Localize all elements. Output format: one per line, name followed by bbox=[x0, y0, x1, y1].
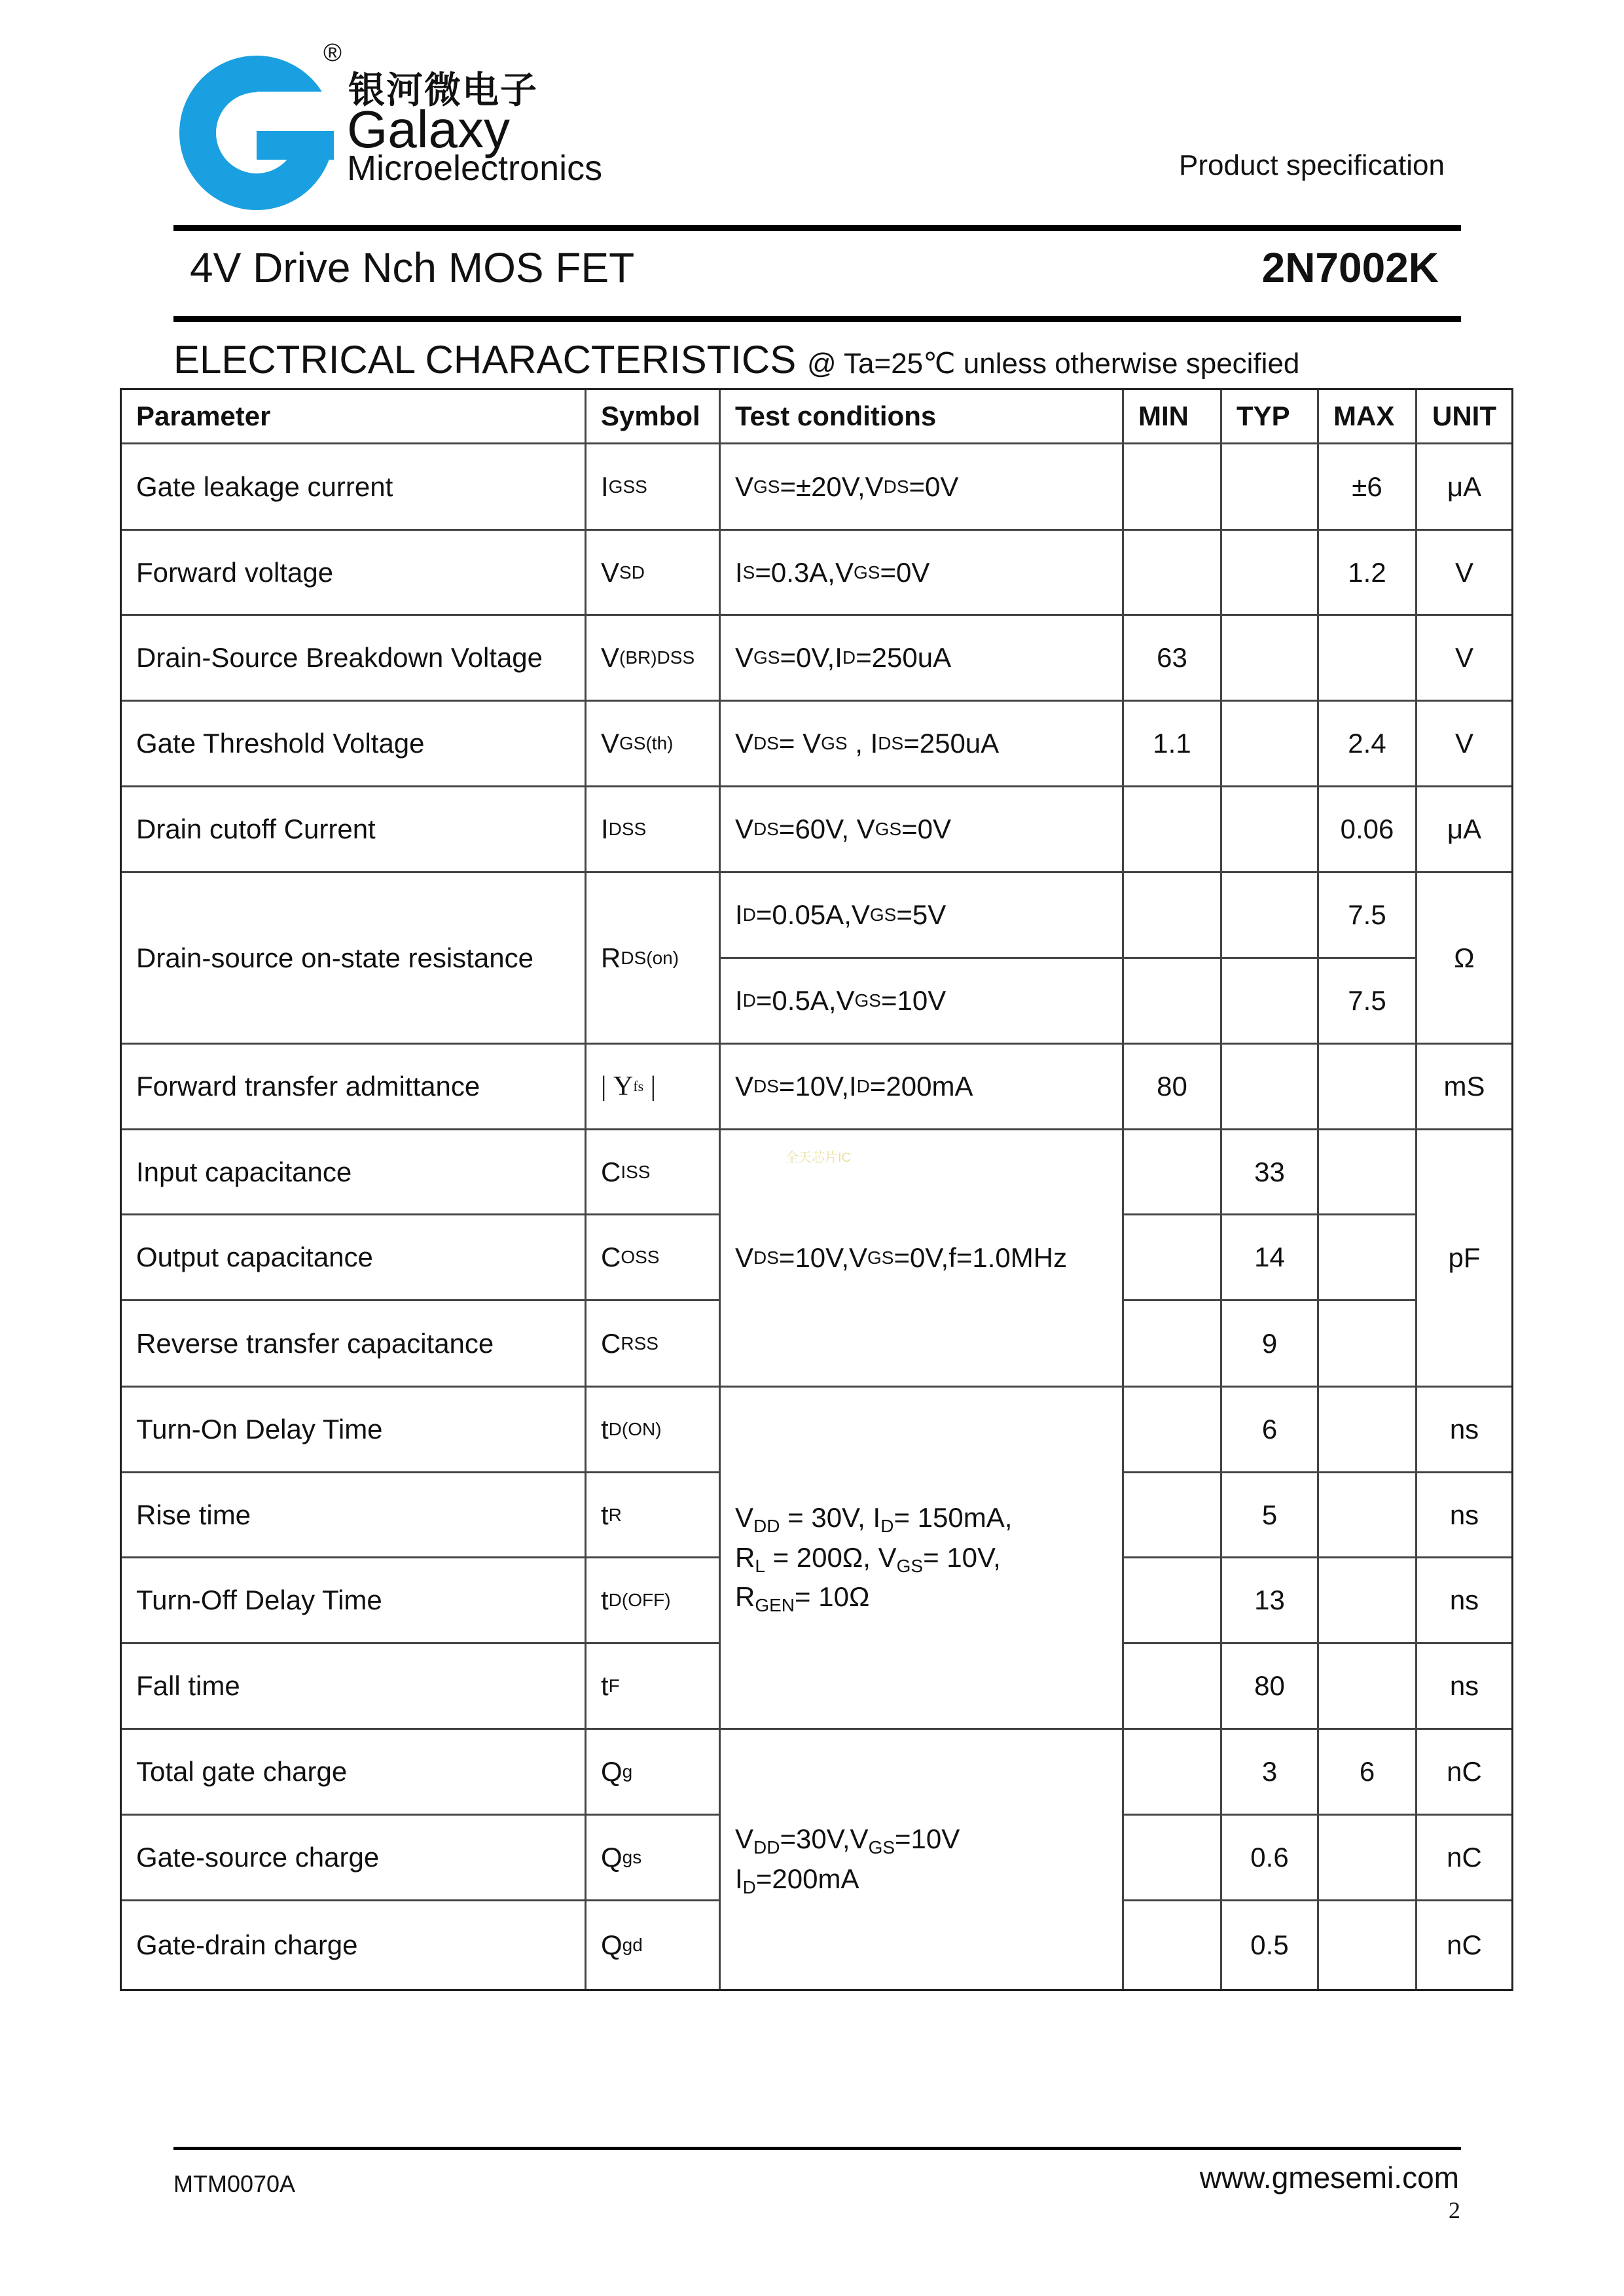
symbol-igss: I GSS bbox=[601, 471, 647, 502]
footer-rule bbox=[173, 2147, 1461, 2150]
param-gate-leakage: Gate leakage current bbox=[136, 471, 393, 502]
cond-threshold: V DS = V GS , I DS =250uA bbox=[735, 728, 1000, 759]
typ-value: 14 bbox=[1254, 1242, 1285, 1272]
param-on-resistance: Drain-source on-state resistance bbox=[136, 942, 533, 973]
unit-value: μA bbox=[1447, 814, 1482, 844]
param-input-capacitance: Input capacitance bbox=[136, 1156, 352, 1187]
watermark: 全天芯片IC bbox=[785, 1151, 851, 1165]
unit-value: V bbox=[1454, 728, 1473, 759]
cond-on-resistance-2: I D =0.5A,V GS =10V bbox=[735, 985, 947, 1016]
symbol-yfs: | Y fs | bbox=[601, 1071, 657, 1102]
symbol-idss: I DSS bbox=[601, 814, 647, 844]
header-bottom-rule bbox=[173, 316, 1461, 322]
symbol-vgsth: V GS(th) bbox=[601, 728, 674, 759]
unit-value: ns bbox=[1449, 1585, 1479, 1615]
cond-forward-voltage: I S =0.3A,V GS =0V bbox=[735, 556, 930, 588]
param-forward-voltage: Forward voltage bbox=[136, 556, 334, 588]
symbol-vsd: V SD bbox=[601, 556, 645, 588]
symbol-tdon: t D(ON) bbox=[601, 1414, 662, 1444]
logo-chinese-name: 银河微电子 bbox=[348, 69, 538, 112]
max-value: 0.06 bbox=[1340, 814, 1394, 844]
header-min: MIN bbox=[1138, 401, 1189, 431]
min-value: 1.1 bbox=[1153, 728, 1191, 759]
max-value: 7.5 bbox=[1348, 899, 1386, 930]
header-symbol: Symbol bbox=[601, 401, 700, 431]
cond-switching-line-1: $V_{DD} = 30V$, $I_D= 150mA$, bbox=[735, 1501, 1013, 1536]
symbol-tf: t F bbox=[601, 1670, 620, 1701]
typ-value: 5 bbox=[1261, 1499, 1278, 1530]
cond-switching-line-2: $R_L = 200\Omega$, $V_{GS}= 10V$, bbox=[735, 1541, 1001, 1576]
electrical-characteristics-table bbox=[120, 388, 1513, 1991]
cond-drain-cutoff: V DS =60V, V GS =0V bbox=[735, 814, 952, 844]
company-logo bbox=[178, 39, 636, 216]
param-turn-on-delay: Turn-On Delay Time bbox=[136, 1414, 383, 1444]
header-top-rule bbox=[173, 225, 1461, 231]
header-test-conditions: Test conditions bbox=[735, 401, 937, 431]
symbol-qg: Q g bbox=[601, 1756, 633, 1787]
header-unit: UNIT bbox=[1432, 401, 1496, 431]
cond-on-resistance-1: I D =0.05A,V GS =5V bbox=[735, 899, 947, 930]
cond-capacitance: V DS =10V,V GS =0V,f=1.0MHz bbox=[735, 1242, 1068, 1273]
unit-value: V bbox=[1454, 556, 1473, 588]
part-number: 2N7002K bbox=[1261, 244, 1439, 291]
typ-value: 3 bbox=[1261, 1756, 1278, 1787]
unit-value: mS bbox=[1443, 1071, 1485, 1102]
min-value: 63 bbox=[1157, 642, 1187, 673]
max-value: 2.4 bbox=[1348, 728, 1386, 759]
cond-gate-charge bbox=[721, 1730, 1122, 1989]
unit-value: V bbox=[1454, 642, 1473, 673]
max-value: 6 bbox=[1359, 1756, 1375, 1787]
param-breakdown-voltage: Drain-Source Breakdown Voltage bbox=[136, 642, 543, 673]
header-parameter: Parameter bbox=[136, 401, 271, 431]
cond-gate-charge-line-1: $V_{DD}=30V,V_{GS}=10V$ bbox=[735, 1823, 960, 1858]
symbol-vbrdss: V (BR)DSS bbox=[601, 642, 695, 673]
typ-value: 13 bbox=[1254, 1585, 1285, 1615]
max-value: ±6 bbox=[1352, 471, 1382, 502]
max-value: 7.5 bbox=[1348, 985, 1386, 1016]
symbol-rdson: R DS(on) bbox=[601, 942, 679, 973]
param-turn-off-delay: Turn-Off Delay Time bbox=[136, 1585, 382, 1615]
symbol-qgs: Q gs bbox=[601, 1842, 642, 1873]
symbol-crss: C RSS bbox=[601, 1327, 659, 1359]
unit-value: ns bbox=[1449, 1499, 1479, 1530]
header-max: MAX bbox=[1333, 401, 1395, 431]
typ-value: 33 bbox=[1254, 1156, 1285, 1187]
param-drain-cutoff: Drain cutoff Current bbox=[136, 814, 376, 844]
min-value: 80 bbox=[1157, 1071, 1187, 1102]
symbol-tdoff: t D(OFF) bbox=[601, 1585, 671, 1615]
symbol-tr: t R bbox=[601, 1499, 622, 1530]
typ-value: 9 bbox=[1261, 1327, 1278, 1359]
param-fall-time: Fall time bbox=[136, 1670, 240, 1701]
galaxy-g-logo-icon bbox=[178, 51, 342, 215]
typ-value: 6 bbox=[1261, 1414, 1278, 1444]
cond-gate-charge-line-2: $I_D=200mA$ bbox=[735, 1863, 859, 1897]
page-number: 2 bbox=[1449, 2197, 1460, 2223]
unit-value: nC bbox=[1447, 1756, 1482, 1787]
section-condition: @ Ta=25℃ unless otherwise specified bbox=[806, 348, 1300, 380]
typ-value: 0.5 bbox=[1250, 1929, 1289, 1960]
section-title bbox=[173, 337, 1299, 382]
unit-value: μA bbox=[1447, 471, 1482, 502]
param-reverse-transfer-capacitance: Reverse transfer capacitance bbox=[136, 1327, 494, 1359]
cond-gate-leakage: V GS =±20V,V DS =0V bbox=[735, 471, 959, 502]
unit-value: Ω bbox=[1454, 942, 1475, 973]
param-transfer-admittance: Forward transfer admittance bbox=[136, 1071, 480, 1102]
document-code: MTM0070A bbox=[173, 2170, 296, 2197]
param-total-gate-charge: Total gate charge bbox=[136, 1756, 348, 1787]
symbol-qgd: Q gd bbox=[601, 1929, 643, 1960]
unit-value: nC bbox=[1447, 1929, 1482, 1960]
param-output-capacitance: Output capacitance bbox=[136, 1242, 373, 1272]
logo-name-galaxy: Galaxy bbox=[347, 100, 510, 158]
symbol-coss: C OSS bbox=[601, 1242, 660, 1272]
document-title: 4V Drive Nch MOS FET bbox=[190, 244, 635, 291]
param-gate-drain-charge: Gate-drain charge bbox=[136, 1929, 358, 1960]
cond-switching-line-3: $R_{GEN}= 10\Omega$ bbox=[735, 1581, 870, 1616]
product-specification-label: Product specification bbox=[1179, 149, 1445, 181]
header-typ: TYP bbox=[1236, 401, 1290, 431]
logo-name-microelectronics: Microelectronics bbox=[347, 149, 603, 188]
website-link[interactable]: www.gmesemi.com bbox=[1199, 2161, 1459, 2195]
typ-value: 80 bbox=[1254, 1670, 1285, 1701]
unit-value: ns bbox=[1449, 1670, 1479, 1701]
typ-value: 0.6 bbox=[1250, 1842, 1289, 1873]
cond-switching bbox=[721, 1388, 1122, 1728]
param-gate-source-charge: Gate-source charge bbox=[136, 1842, 380, 1873]
param-rise-time: Rise time bbox=[136, 1499, 251, 1530]
unit-value: pF bbox=[1448, 1242, 1481, 1273]
unit-value: ns bbox=[1449, 1414, 1479, 1444]
registered-mark: ® bbox=[323, 39, 342, 67]
symbol-ciss: C ISS bbox=[601, 1156, 651, 1187]
cond-transfer-admittance: V DS =10V,I D =200mA bbox=[735, 1071, 973, 1102]
unit-value: nC bbox=[1447, 1842, 1482, 1873]
section-title-text: ELECTRICAL CHARACTERISTICS bbox=[173, 338, 797, 382]
cond-breakdown: V GS =0V,I D =250uA bbox=[735, 642, 952, 673]
param-threshold-voltage: Gate Threshold Voltage bbox=[136, 728, 425, 759]
max-value: 1.2 bbox=[1348, 556, 1386, 588]
